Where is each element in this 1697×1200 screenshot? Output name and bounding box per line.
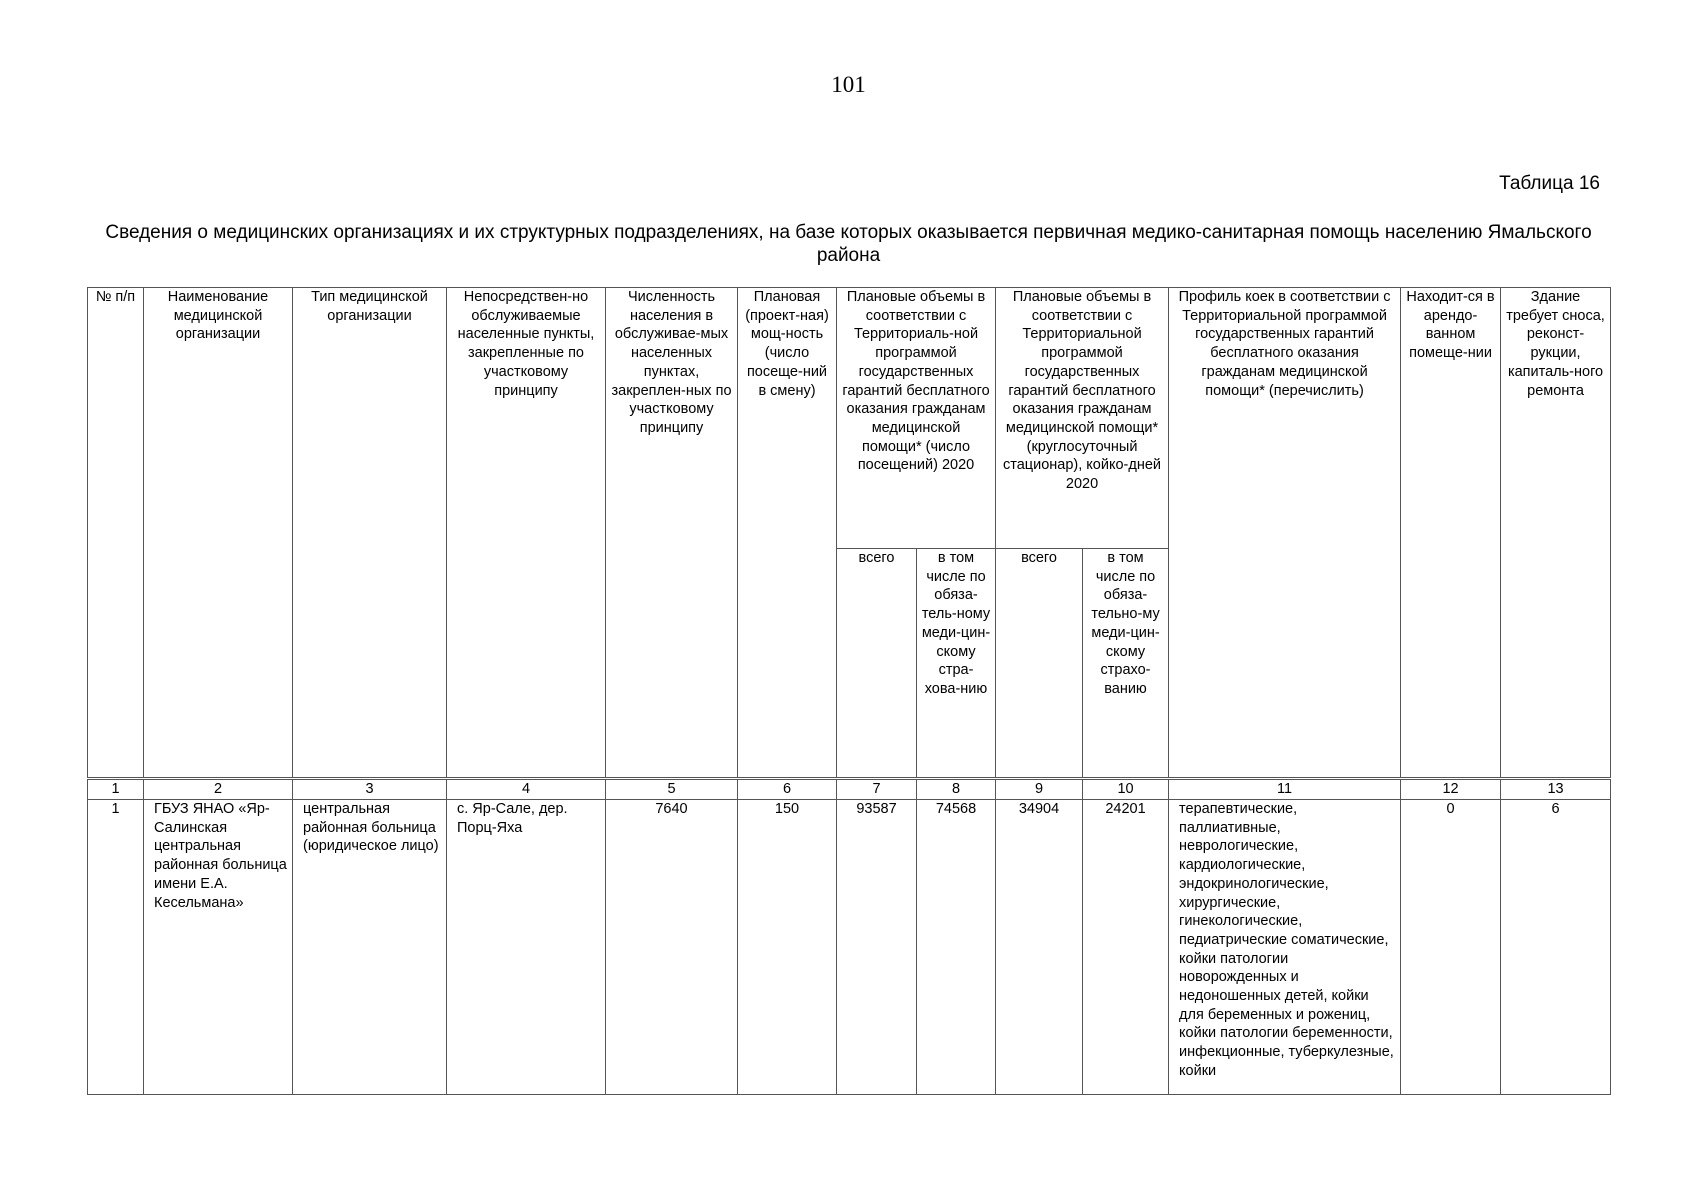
header-cell-capacity: Плановая (проект-ная) мощ-ность (число посеще-ний в смену)	[738, 288, 837, 779]
table-label: Таблица 16	[1499, 173, 1600, 194]
cell-population: 7640	[606, 800, 738, 1095]
column-number: 13	[1501, 779, 1611, 800]
cell-org-name: ГБУЗ ЯНАО «Яр-Салинская центральная районная больница имени Е.А. Кесельмана»	[144, 800, 293, 1095]
data-table	[87, 287, 1611, 1095]
column-number: 6	[738, 779, 837, 800]
subheader-visits-total: всего	[837, 549, 917, 779]
header-cell-rented: Находит-ся в арендо-ванном помеще-нии	[1401, 288, 1501, 779]
column-number: 1	[88, 779, 144, 800]
column-number: 2	[144, 779, 293, 800]
document-title: Сведения о медицинских организациях и их структурных подразделениях, на базе которых оказывается первичная медико-санитарная помощь населению Ямальского района	[105, 222, 1592, 266]
subheader-beddays-total: всего	[996, 549, 1083, 779]
cell-visits-oms: 74568	[917, 800, 996, 1095]
subheader-beddays-oms: в том числе по обяза-тельно-му меди-цин-скому страхо-ванию	[1083, 549, 1169, 779]
table-row	[88, 800, 1611, 1095]
header-cell-planned-visits: Плановые объемы в соответствии с Территориаль-ной программой государственных гарантий бесплатного оказания гражданам медицинской помощи* (число посещений) 2020	[837, 288, 996, 549]
cell-beddays-oms: 24201	[1083, 800, 1169, 1095]
cell-org-type: центральная районная больница (юридическое лицо)	[293, 800, 447, 1095]
header-cell-population: Численность населения в обслуживае-мых населенных пунктах, закреплен-ных по участковому принципу	[606, 288, 738, 779]
header-cell-planned-beddays: Плановые объемы в соответствии с Территориальной программой государственных гарантий бесплатного оказания гражданам медицинской помощи* (круглосуточный стационар), койко-дней 2020	[996, 288, 1169, 549]
header-cell-repair: Здание требует сноса, реконст-рукции, капиталь-ного ремонта	[1501, 288, 1611, 779]
header-cell-org-name: Наименование медицинской организации	[144, 288, 293, 779]
page-number: 101	[831, 72, 866, 97]
cell-number: 1	[88, 800, 144, 1095]
header-row	[88, 288, 1611, 549]
column-number: 4	[447, 779, 606, 800]
subheader-visits-oms: в том числе по обяза-тель-ному меди-цин-скому стра-хова-нию	[917, 549, 996, 779]
column-number: 8	[917, 779, 996, 800]
cell-rented: 0	[1401, 800, 1501, 1095]
cell-visits-total: 93587	[837, 800, 917, 1095]
column-number: 3	[293, 779, 447, 800]
header-cell-org-type: Тип медицинской организации	[293, 288, 447, 779]
cell-bed-profiles: терапевтические, паллиативные, неврологические, кардиологические, эндокринологические, хирургические, гинекологические, педиатрические соматические, койки патологии новорожденных и недоношенных детей, койки для беременных и рожениц, койки патологии беременности, инфекционные, туберкулезные, койки	[1169, 800, 1401, 1095]
column-number: 7	[837, 779, 917, 800]
column-number: 9	[996, 779, 1083, 800]
column-number: 12	[1401, 779, 1501, 800]
header-cell-number: № п/п	[88, 288, 144, 779]
cell-beddays-total: 34904	[996, 800, 1083, 1095]
column-number: 10	[1083, 779, 1169, 800]
column-number: 11	[1169, 779, 1401, 800]
column-number: 5	[606, 779, 738, 800]
header-cell-bed-profiles: Профиль коек в соответствии с Территориальной программой государственных гарантий бесплатного оказания гражданам медицинской помощи* (перечислить)	[1169, 288, 1401, 779]
cell-repair: 6	[1501, 800, 1611, 1095]
header-cell-settlements: Непосредствен-но обслуживаемые населенные пункты, закрепленные по участковому принципу	[447, 288, 606, 779]
cell-capacity: 150	[738, 800, 837, 1095]
column-number-row	[88, 779, 1611, 800]
cell-settlements: с. Яр-Сале, дер. Порц-Яха	[447, 800, 606, 1095]
